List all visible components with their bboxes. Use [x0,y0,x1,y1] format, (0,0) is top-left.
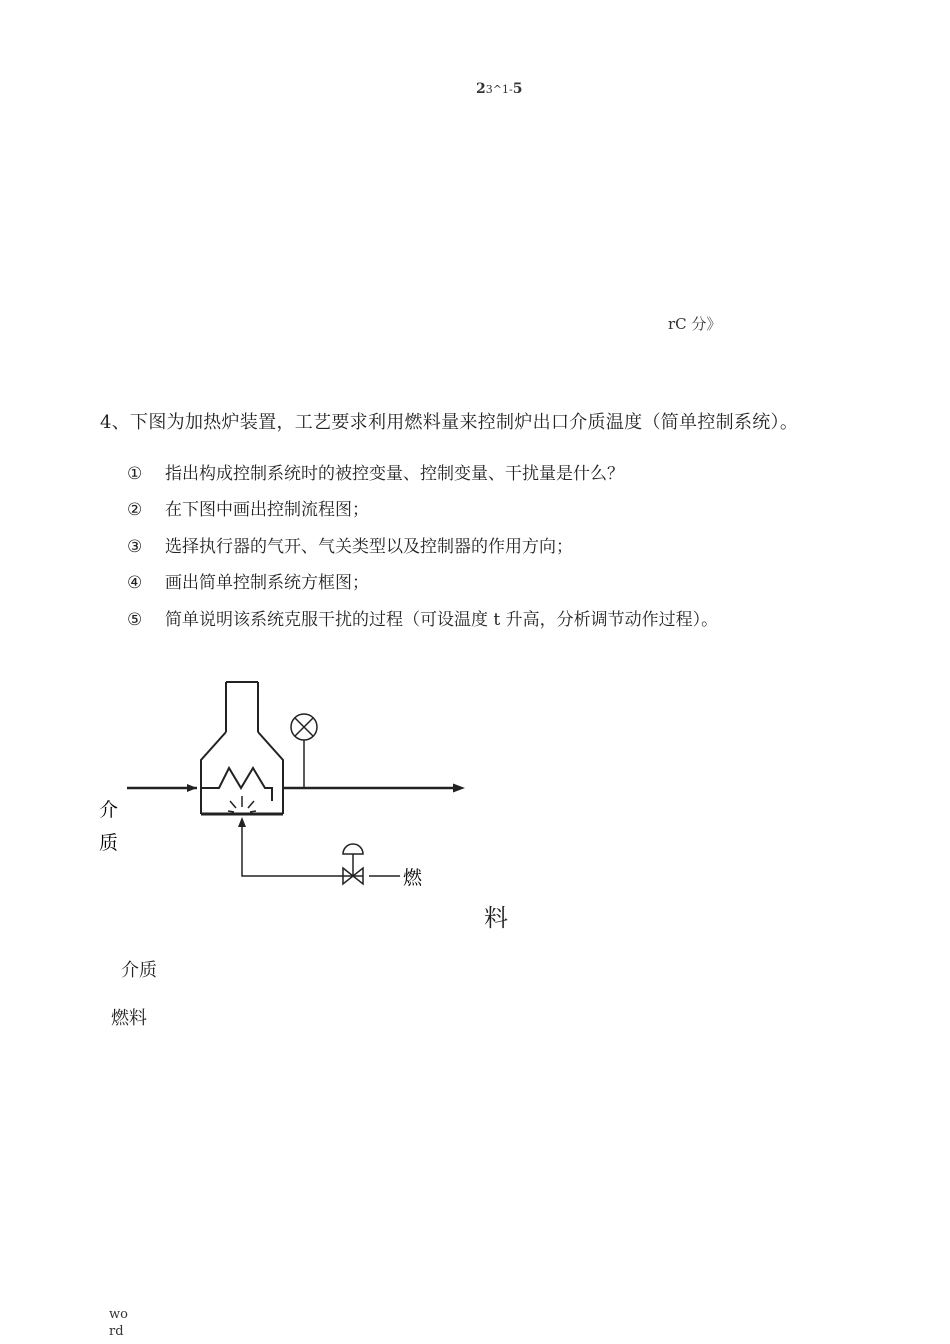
diagram-label-medium-2: 质 [99,832,119,854]
heating-coil [201,768,272,801]
question-item-4: ④ 画出简单控制系统方框图； [127,573,369,593]
footer-mark-line2: rd [109,1324,124,1339]
diagram-label-medium-1: 介 [99,799,119,821]
score-note: rC 分》 [668,315,722,333]
burner-flame-icon [228,796,256,812]
question-item-3: ③ 选择执行器的气开、气关类型以及控制器的作用方向； [127,537,573,557]
question-item-2: ② 在下图中画出控制流程图； [127,500,369,520]
question-item-5: ⑤ 简单说明该系统克服干扰的过程（可设温度 t 升高，分析调节动作过程）。 [127,610,719,630]
control-valve-icon [343,844,363,884]
diagram-label-fuel: 燃 [403,867,423,889]
question-item-1: ① 指出构成控制系统时的被控变量、控制变量、干扰量是什么？ [127,464,624,484]
fuel-text: 燃料 [111,1008,147,1029]
footer-mark-line1: wo [109,1307,128,1322]
inlet-arrow [187,784,197,792]
diagram-caption-char: 料 [484,904,508,932]
outlet-arrow [453,784,465,793]
page-header-code: 23^1-5 [476,81,523,97]
furnace-diagram [95,672,475,894]
fuel-line [242,824,363,876]
fuel-arrow [238,817,246,827]
question-text: 4、下图为加热炉装置，工艺要求利用燃料量来控制炉出口介质温度（简单控制系统）。 [100,412,799,433]
furnace-chimney [226,682,258,732]
medium-text: 介质 [121,960,157,981]
